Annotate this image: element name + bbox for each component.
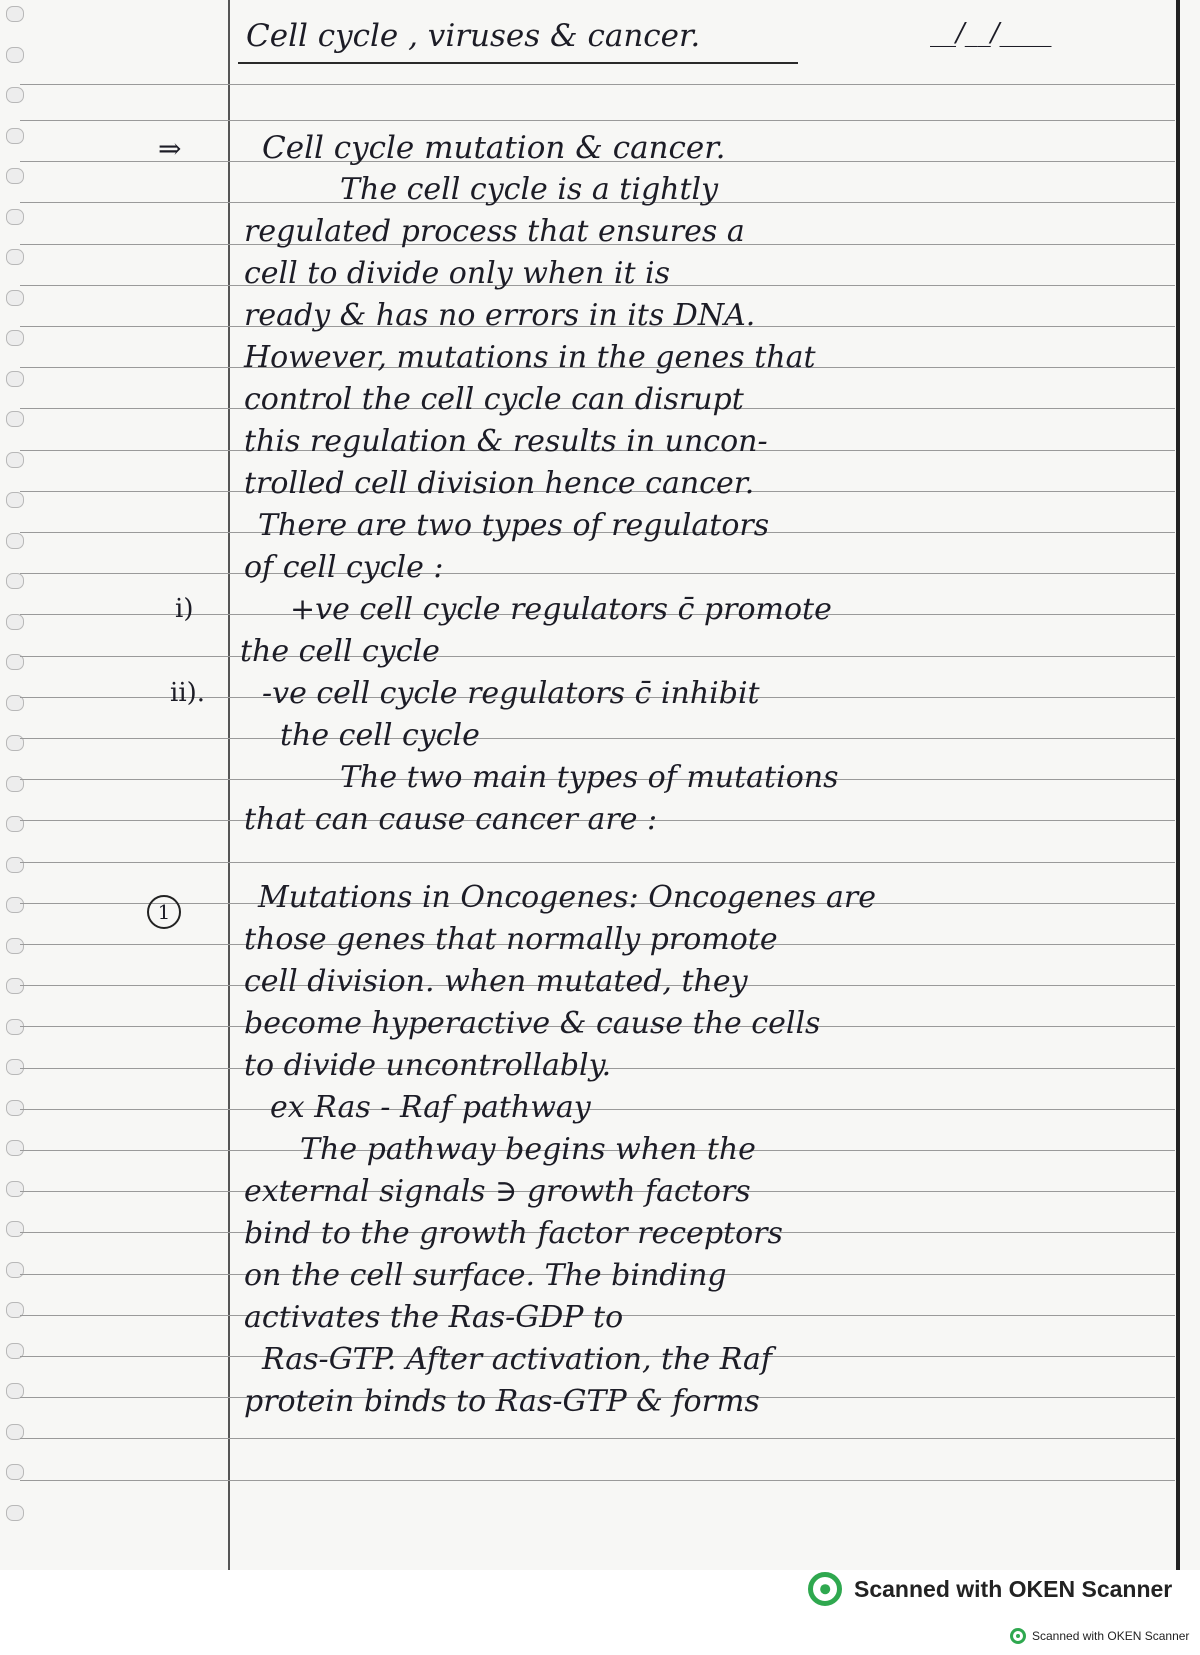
text-line: the cell cycle	[240, 634, 440, 669]
text-line: bind to the growth factor receptors	[244, 1216, 783, 1251]
binding-hole	[6, 371, 24, 387]
numbered-marker-1: 1	[147, 895, 181, 929]
list-marker-ii: ii).	[170, 678, 206, 708]
binding-hole	[6, 1140, 24, 1156]
binding-hole	[6, 1059, 24, 1075]
binding-hole	[6, 1181, 24, 1197]
scanner-watermark-small-text: Scanned with OKEN Scanner	[1032, 1629, 1190, 1643]
binding-hole	[6, 897, 24, 913]
arrow-marker: ⇒	[158, 132, 182, 165]
text-line: to divide uncontrollably.	[244, 1048, 612, 1083]
page-edge	[1176, 0, 1180, 1570]
ruled-line	[20, 1480, 1175, 1481]
binding-hole	[6, 857, 24, 873]
scanner-watermark-small	[1010, 1628, 1189, 1644]
date-field: __/__/____	[930, 18, 1052, 48]
binding-hole	[6, 1505, 24, 1521]
margin-line	[228, 0, 230, 1570]
text-line: Mutations in Oncogenes: Oncogenes are	[258, 880, 876, 915]
text-line: However, mutations in the genes that	[244, 340, 816, 375]
binding-hole	[6, 1262, 24, 1278]
text-line: that can cause cancer are :	[244, 802, 658, 837]
section-heading: Cell cycle mutation & cancer.	[262, 130, 726, 166]
binding-hole	[6, 614, 24, 630]
ruled-line	[20, 862, 1175, 863]
text-line: The cell cycle is a tightly	[340, 172, 719, 207]
binding-hole	[6, 452, 24, 468]
ruled-line	[20, 120, 1175, 121]
binding-hole	[6, 492, 24, 508]
text-line: control the cell cycle can disrupt	[244, 382, 744, 417]
title-underline	[238, 62, 798, 64]
text-line: cell division. when mutated, they	[244, 964, 748, 999]
text-line: ex Ras - Raf pathway	[270, 1090, 591, 1125]
text-line: this regulation & results in uncon-	[244, 424, 768, 459]
binding-hole	[6, 128, 24, 144]
text-line: cell to divide only when it is	[244, 256, 671, 291]
binding-hole	[6, 47, 24, 63]
binding-hole	[6, 938, 24, 954]
binding-hole	[6, 249, 24, 265]
scanner-watermark-text: Scanned with OKEN Scanner	[854, 1575, 1173, 1602]
binding-hole	[6, 6, 24, 22]
binding-hole	[6, 776, 24, 792]
text-line: of cell cycle :	[244, 550, 444, 585]
page-title: Cell cycle , viruses & cancer.	[246, 18, 701, 54]
binding-hole	[6, 573, 24, 589]
scanner-logo-small-icon	[1010, 1628, 1026, 1644]
binding-holes	[6, 0, 28, 1570]
binding-hole	[6, 168, 24, 184]
binding-hole	[6, 816, 24, 832]
text-line: Ras-GTP. After activation, the Raf	[262, 1342, 772, 1377]
scanner-watermark	[808, 1572, 1172, 1606]
list-marker-i: i)	[175, 594, 194, 624]
text-line: There are two types of regulators	[258, 508, 770, 543]
binding-hole	[6, 411, 24, 427]
text-line: +ve cell cycle regulators c̄ promote	[290, 592, 832, 627]
ruled-line	[20, 573, 1175, 574]
binding-hole	[6, 1464, 24, 1480]
ruled-line	[20, 738, 1175, 739]
binding-hole	[6, 533, 24, 549]
text-line: ready & has no errors in its DNA.	[244, 298, 756, 333]
text-line: become hyperactive & cause the cells	[244, 1006, 821, 1041]
text-line: activates the Ras-GDP to	[244, 1300, 624, 1335]
binding-hole	[6, 1100, 24, 1116]
binding-hole	[6, 290, 24, 306]
text-line: The pathway begins when the	[300, 1132, 756, 1167]
binding-hole	[6, 330, 24, 346]
text-line: the cell cycle	[280, 718, 480, 753]
ruled-line	[20, 656, 1175, 657]
text-line: those genes that normally promote	[244, 922, 778, 957]
scanner-logo-icon	[808, 1572, 842, 1606]
ruled-line	[20, 1109, 1175, 1110]
text-line: regulated process that ensures a	[244, 214, 745, 249]
binding-hole	[6, 978, 24, 994]
text-line: on the cell surface. The binding	[244, 1258, 727, 1293]
ruled-line	[20, 1438, 1175, 1439]
ruled-line	[20, 84, 1175, 85]
binding-hole	[6, 87, 24, 103]
text-line: -ve cell cycle regulators c̄ inhibit	[262, 676, 760, 711]
text-line: protein binds to Ras-GTP & forms	[244, 1384, 760, 1419]
text-line: The two main types of mutations	[340, 760, 839, 795]
text-line: external signals ∋ growth factors	[244, 1174, 751, 1209]
binding-hole	[6, 209, 24, 225]
binding-hole	[6, 1221, 24, 1237]
text-line: trolled cell division hence cancer.	[244, 466, 755, 501]
